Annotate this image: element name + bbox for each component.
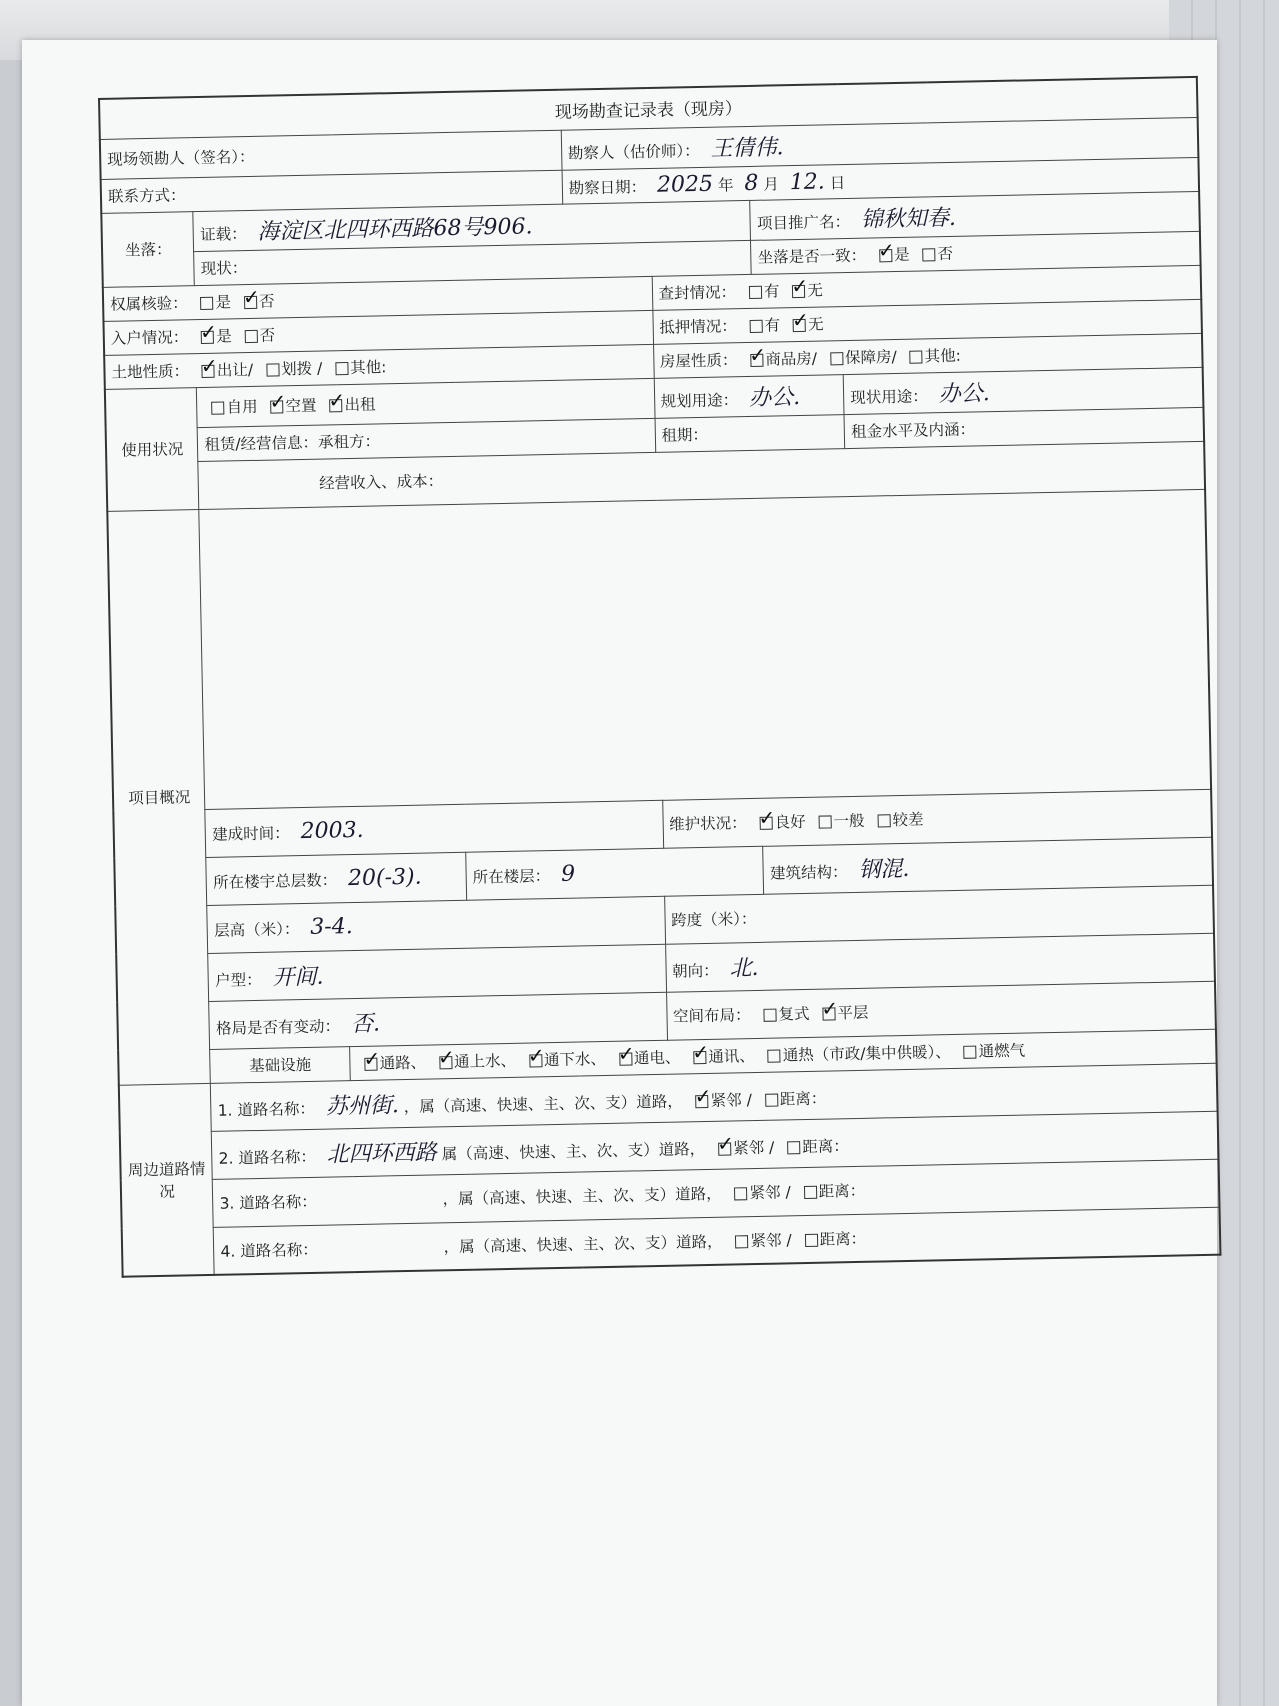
cert-label: 证载： xyxy=(199,224,247,244)
option-label: 距离： xyxy=(819,1229,867,1249)
house-other-checkbox[interactable] xyxy=(910,351,923,364)
option-label: 是 xyxy=(893,245,910,265)
cert-value: 海淀区北四环西路68号906. xyxy=(257,213,533,245)
option-label: 通讯、 xyxy=(708,1047,756,1066)
maintain-normal-checkbox[interactable] xyxy=(818,815,831,828)
lease-label: 租赁/经营信息：承租方： xyxy=(204,432,381,454)
project-name-label: 项目推广名： xyxy=(756,212,851,233)
option-label: 出租 xyxy=(344,395,376,415)
ownership-no-checkbox[interactable] xyxy=(244,296,257,309)
survey-form xyxy=(98,76,1221,1278)
option-label: 通热（市政/集中供暖）、 xyxy=(782,1043,951,1065)
span-label: 跨度（米）： xyxy=(670,909,757,930)
option-label: 否 xyxy=(258,292,275,311)
structure-value: 钢混. xyxy=(858,856,910,883)
change-value: 否. xyxy=(350,1011,381,1037)
gas-checkbox[interactable] xyxy=(964,1046,977,1059)
road-adjacent-checkbox[interactable] xyxy=(734,1187,747,1200)
option-label: 通路、 xyxy=(379,1053,427,1073)
duplex-checkbox[interactable] xyxy=(763,1009,776,1022)
maintain-label: 维护状况： xyxy=(669,814,747,834)
planned-use-value: 办公. xyxy=(748,384,801,411)
contact-label: 联系方式： xyxy=(107,186,186,206)
layout-value: 开间. xyxy=(272,964,324,991)
overview-heading: 项目概况 xyxy=(107,509,210,1085)
option-label: 否 xyxy=(259,326,276,345)
option-label: 无 xyxy=(807,281,824,300)
seal-none-checkbox[interactable] xyxy=(792,285,805,298)
road-row-2: 2. 道路名称： 北四环西路 属（高速、快速、主、次、支）道路， ✓ 紧邻 / 距离： xyxy=(212,1111,1219,1179)
consistent-label: 坐落是否一致： xyxy=(757,246,867,267)
income-label: 经营收入、成本： xyxy=(318,472,444,493)
mortgage-have-checkbox[interactable] xyxy=(750,320,763,333)
option-label: 商品房/ xyxy=(765,349,818,369)
height-value: 3-4. xyxy=(310,913,353,940)
usage-status-heading: 使用状况 xyxy=(105,387,199,511)
land-label: 土地性质： xyxy=(111,362,190,382)
option-label: 有 xyxy=(764,316,781,335)
option-label: 良好 xyxy=(774,812,806,832)
structure-label: 建筑结构： xyxy=(769,862,848,883)
date-year-unit: 年 xyxy=(717,175,734,195)
project-name-value: 锦秋知春. xyxy=(860,205,957,233)
telecom-checkbox[interactable] xyxy=(693,1051,706,1064)
option-label: 距离： xyxy=(802,1136,849,1156)
build-time-value: 2003. xyxy=(300,817,364,844)
house-commodity-checkbox[interactable] xyxy=(750,354,763,367)
option-label: 通电、 xyxy=(633,1048,681,1068)
road-name-value[interactable]: 苏州街. xyxy=(325,1092,400,1120)
road-distance-checkbox[interactable] xyxy=(804,1186,817,1199)
entry-yes-checkbox[interactable] xyxy=(201,331,214,344)
leader-label: 现场领勘人（签名）： xyxy=(107,147,255,169)
road-name-label: 2. 道路名称： xyxy=(218,1147,317,1168)
build-time-label: 建成时间： xyxy=(211,823,290,844)
infra-heading: 基础设施 xyxy=(210,1046,350,1083)
option-label: 自用 xyxy=(226,397,258,417)
space-label: 空间布局： xyxy=(672,1006,751,1026)
lease-term-cell[interactable] xyxy=(655,414,845,452)
floor-cell[interactable] xyxy=(466,846,764,900)
option-label: 出让/ xyxy=(216,360,254,380)
form-title: 现场勘查记录表（现房） xyxy=(99,77,1198,139)
seal-label: 查封情况： xyxy=(658,283,737,303)
seal-have-checkbox[interactable] xyxy=(749,286,762,299)
date-year: 2025 xyxy=(656,171,714,198)
road-name-label: 3. 道路名称： xyxy=(219,1192,317,1213)
planned-use-label: 规划用途： xyxy=(660,390,739,411)
location-heading: 坐落： xyxy=(101,211,194,287)
overview-blank-area[interactable] xyxy=(199,489,1211,809)
total-floors-label: 所在楼宇总层数： xyxy=(212,870,338,892)
date-day-unit: 日 xyxy=(829,173,846,192)
option-label: 距离： xyxy=(818,1181,866,1201)
option-label: 空置 xyxy=(285,396,317,416)
option-label: 通上水、 xyxy=(453,1051,517,1072)
road-name-label: 1. 道路名称： xyxy=(217,1099,316,1120)
maintain-good-checkbox[interactable] xyxy=(760,817,773,830)
change-label: 格局是否有变动： xyxy=(215,1016,341,1038)
option-label: 较差 xyxy=(892,810,924,830)
road-class-text: 属（高速、快速、主、次、支）道路， xyxy=(441,1139,706,1163)
consistent-no-checkbox[interactable] xyxy=(922,248,935,261)
option-label: 通下水、 xyxy=(543,1050,607,1070)
date-day: 12. xyxy=(789,168,826,195)
heating-checkbox[interactable] xyxy=(768,1049,781,1062)
current-use-value: 办公. xyxy=(938,380,990,407)
option-label: 是 xyxy=(216,327,232,346)
option-label: 紧邻 xyxy=(750,1231,782,1250)
vacant-checkbox[interactable] xyxy=(270,400,283,413)
ownership-label: 权属核验： xyxy=(109,294,188,314)
surveyor-label: 勘察人（估价师）： xyxy=(567,141,700,163)
road-class-text: ，属（高速、快速、主、次、支）道路， xyxy=(403,1091,683,1116)
date-month-unit: 月 xyxy=(763,174,780,194)
surveyor-value: 王倩伟. xyxy=(710,134,784,162)
maintain-poor-checkbox[interactable] xyxy=(877,814,890,827)
road-distance-checkbox[interactable] xyxy=(804,1234,817,1247)
current-use-label: 现状用途： xyxy=(850,386,928,407)
road-class-text: ，属（高速、快速、主、次、支）道路， xyxy=(443,1232,723,1257)
road-heading: 周边道路情况 xyxy=(119,1083,215,1277)
road-adjacent-checkbox[interactable] xyxy=(696,1094,709,1107)
road-name-value[interactable]: 北四环西路 xyxy=(326,1139,438,1168)
road-distance-checkbox[interactable] xyxy=(787,1141,800,1154)
road-name-value[interactable] xyxy=(328,1204,438,1206)
land-other-checkbox[interactable] xyxy=(335,362,348,375)
road-name-label: 4. 道路名称： xyxy=(220,1240,318,1261)
option-label: 通燃气 xyxy=(978,1041,1026,1061)
option-label: 有 xyxy=(763,282,780,301)
ownership-yes-checkbox[interactable] xyxy=(200,297,213,310)
floor-label: 所在楼层： xyxy=(472,866,551,887)
land-allocate-checkbox[interactable] xyxy=(266,363,279,376)
option-label: 其他: xyxy=(924,346,962,366)
house-label: 房屋性质： xyxy=(659,351,738,371)
option-label: 距离： xyxy=(779,1089,827,1109)
road-adjacent-checkbox[interactable] xyxy=(718,1142,731,1155)
option-label: 紧邻 xyxy=(732,1138,765,1157)
orientation-label: 朝向： xyxy=(671,961,719,981)
total-floors-value: 20(-3). xyxy=(347,864,422,891)
orientation-value: 北. xyxy=(729,955,759,981)
planned-use-cell[interactable] xyxy=(654,374,844,418)
option-label: 否 xyxy=(937,244,954,264)
date-label: 勘察日期： xyxy=(568,177,647,198)
option-label: 一般 xyxy=(833,811,865,831)
mortgage-none-checkbox[interactable] xyxy=(793,319,806,332)
road-class-text: ，属（高速、快速、主、次、支）道路， xyxy=(442,1184,722,1209)
road-name-value[interactable] xyxy=(329,1252,439,1254)
road-distance-checkbox[interactable] xyxy=(765,1093,778,1106)
road-access-checkbox[interactable] xyxy=(364,1058,377,1071)
flat-checkbox[interactable] xyxy=(822,1007,835,1020)
date-month: 8 xyxy=(744,170,759,196)
road-row-1: 1. 道路名称： 苏州街. ，属（高速、快速、主、次、支）道路， ✓ 紧邻 / 距离： xyxy=(211,1063,1218,1131)
road-row-4: 4. 道路名称： ，属（高速、快速、主、次、支）道路， 紧邻 / 距离： xyxy=(214,1207,1221,1275)
land-transfer-checkbox[interactable] xyxy=(202,365,215,378)
option-label: 无 xyxy=(807,315,824,334)
height-label: 层高（米）： xyxy=(213,919,300,940)
mortgage-label: 抵押情况： xyxy=(659,317,737,337)
option-label: 保障房/ xyxy=(844,348,897,368)
self-use-checkbox[interactable] xyxy=(211,402,224,415)
entry-label: 入户情况： xyxy=(110,328,189,348)
option-label: 紧邻 xyxy=(749,1183,781,1203)
option-label: 划拨 / xyxy=(280,359,323,379)
rent-level-label: 租金水平及内涵： xyxy=(850,420,976,441)
power-checkbox[interactable] xyxy=(619,1052,632,1065)
layout-label: 户型： xyxy=(214,970,262,990)
consistent-yes-checkbox[interactable] xyxy=(879,249,892,262)
rent-checkbox[interactable] xyxy=(329,399,342,412)
entry-no-checkbox[interactable] xyxy=(245,330,258,343)
option-label: 紧邻 xyxy=(710,1090,742,1110)
road-row-3: 3. 道路名称： ，属（高速、快速、主、次、支）道路， 紧邻 / 距离： xyxy=(213,1159,1220,1227)
lease-term-label: 租期： xyxy=(661,425,709,445)
house-affordable-checkbox[interactable] xyxy=(830,352,843,365)
drainage-checkbox[interactable] xyxy=(529,1054,542,1067)
current-state-label: 现状： xyxy=(200,259,248,278)
total-floors-cell[interactable] xyxy=(206,852,466,905)
option-label: 复式 xyxy=(778,1004,810,1024)
option-label: 是 xyxy=(215,293,232,312)
water-supply-checkbox[interactable] xyxy=(439,1056,452,1069)
option-label: 平层 xyxy=(837,1003,869,1023)
option-label: 其他: xyxy=(350,358,387,377)
floor-value: 9 xyxy=(560,861,576,887)
road-adjacent-checkbox[interactable] xyxy=(735,1235,748,1248)
